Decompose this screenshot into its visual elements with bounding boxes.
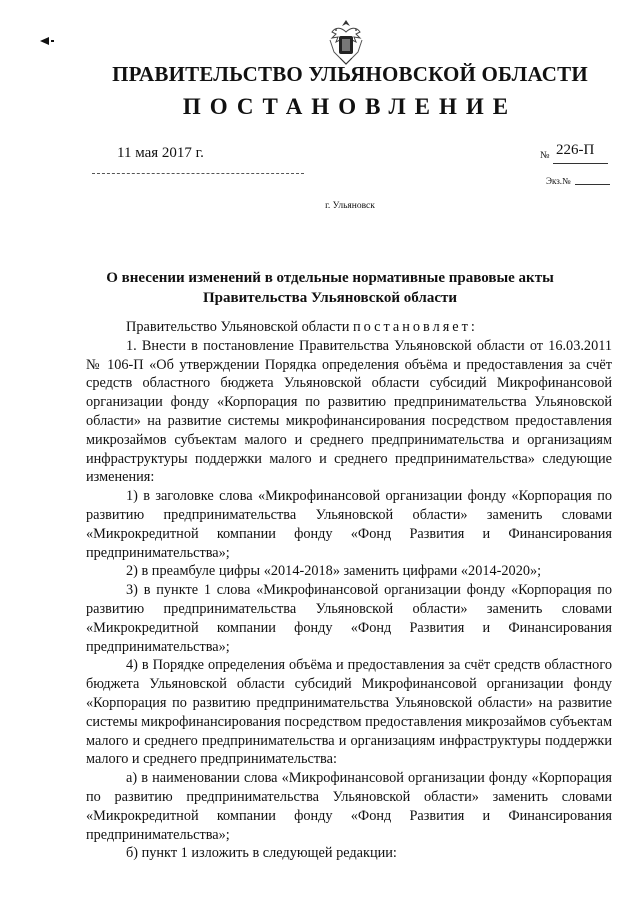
number-underline [553,163,608,164]
preamble [86,318,612,337]
document-subject [80,268,580,308]
copy-number-line [575,184,610,185]
city-name: г. Ульяновск [325,201,375,211]
preamble-subject: Правительство Ульяновской области [126,319,350,335]
paragraph-1-4-a: а) в наименовании слова «Микрофинансовой организации фонду «Корпорация по развитию предпринимательства Ульяновской области» заменить словами «Микрокредитной компании фонду «Фонд Развития и Финансирования предпринимательства»; [86,770,612,843]
subject-line-1: О внесении изменений в отдельные нормативные правовые акты [106,270,554,286]
document-body [86,318,612,863]
government-title: ПРАВИТЕЛЬСТВО УЛЬЯНОВСКОЙ ОБЛАСТИ [112,62,588,86]
coat-of-arms-icon [326,18,366,66]
paragraph-1-4: 4) в Порядке определения объёма и предоставления за счёт средств областного бюджета Ульяновской области субсидий Микрофинансовой организации фонду «Корпорация по развитию предпринимательства Ульяновской области» на развитие системы микрофинансирования посредством предоставления микрозаймов субъектам малого и среднего предпринимательства и организациям инфраструктуры поддержки малого и среднего предпринимательства: [86,657,612,768]
preamble-verb: постановляет: [352,319,478,335]
paragraph-1-4-b: б) пункт 1 изложить в следующей редакции: [126,845,397,862]
number-prefix: № [540,150,550,161]
document-date: 11 мая 2017 г. [117,145,204,161]
paragraph-1: 1. Внести в постановление Правительства Ульяновской области от 16.03.2011 № 106-П «Об утверждении Порядка определения объёма и предоставления за счёт средств областного бюджета Ульяновской области субсидий Микрофинансовой организации фонду «Корпорация по развитию предпринимательства Ульяновской области» на развитие системы микрофинансирования посредством предоставления микрозаймов субъектам малого и среднего предпринимательства и организациям инфраструктуры поддержки малого и среднего предпринимательства» следующие изменения: [86,337,612,486]
date-underline [92,173,304,174]
copy-number-label: Экз.№ [546,176,571,186]
document-type-title: ПОСТАНОВЛЕНИЕ [182,94,518,119]
paragraph-1-2: 2) в преамбуле цифры «2014-2018» заменить цифрами «2014-2020»; [126,563,542,580]
paragraph-1-1: 1) в заголовке слова «Микрофинансовой организации фонду «Корпорация по развитию предпринимательства Ульяновской области» заменить словами «Микрокредитной компании фонду «Фонд Развития и Финансирования предпринимательства»; [86,488,612,561]
document-number: 226-П [556,142,595,158]
subject-line-2: Правительства Ульяновской области [202,290,458,306]
scan-mark-icon [40,37,54,45]
paragraph-1-3: 3) в пункте 1 слова «Микрофинансовой организации фонду «Корпорация по развитию предпринимательства Ульяновской области» заменить словами «Микрокредитной компании фонду «Фонд Развития и Финансирования предпринимательства»; [86,582,612,655]
